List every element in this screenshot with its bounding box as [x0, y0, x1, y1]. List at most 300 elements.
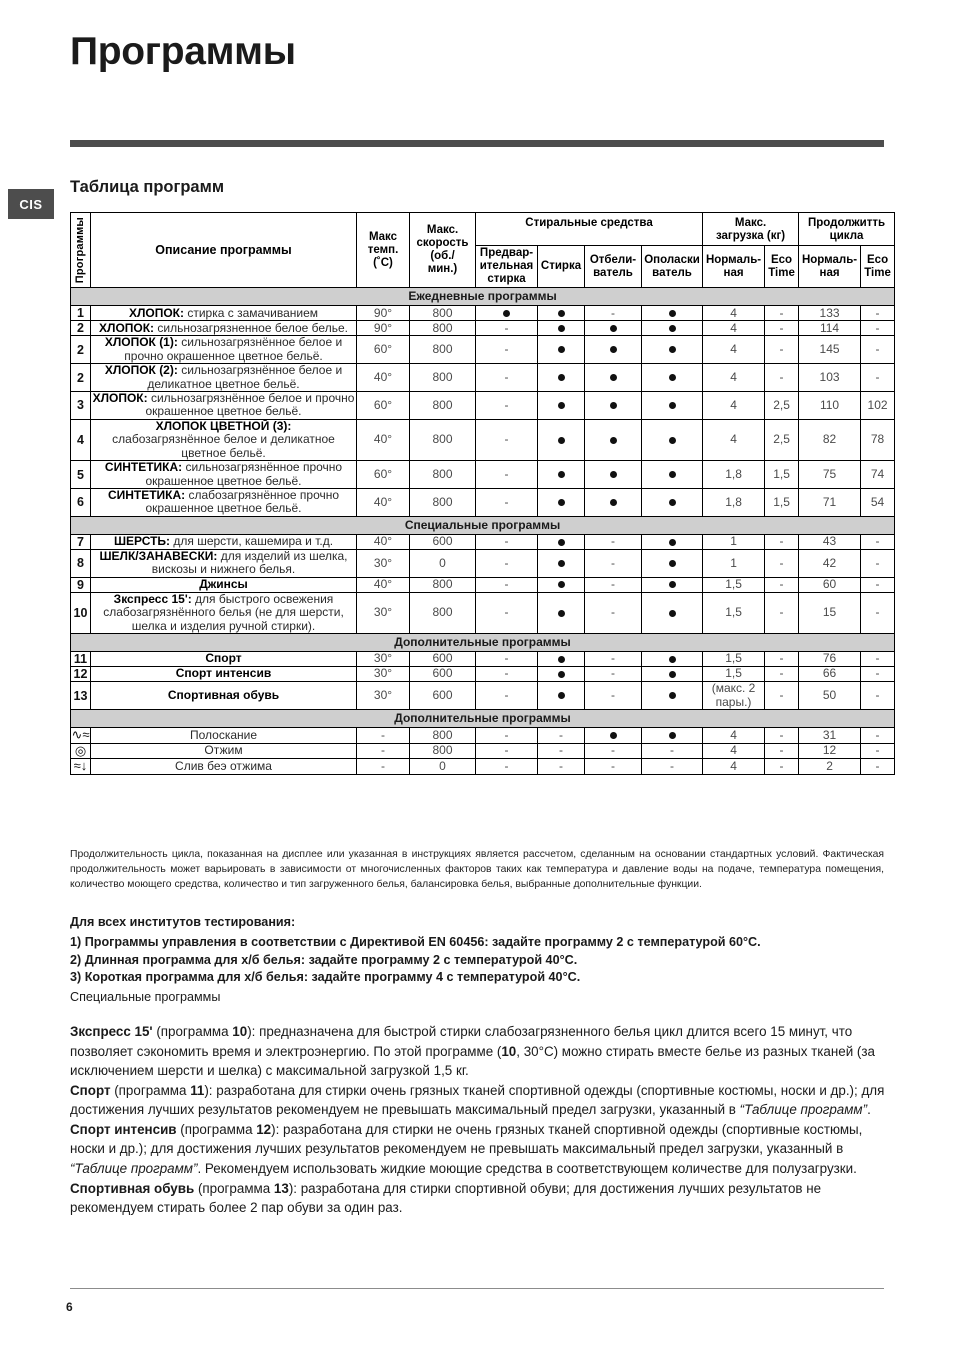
load-eco-value: -: [765, 667, 799, 682]
prose-express15: Зкспресс 15' (программа 10): предназначена для быстрой стирки слабозагрязненного белья цикл длится всего 15 минут, что позволяет сэкономить время и электроэнергию. По этой программе (10, 30°C) можно стирать вместе белье из разных тканей (за исключением шерсти и шелка) с максимальной загрузкой 1,5 кг.: [70, 1024, 875, 1079]
max-speed-value: 800: [410, 306, 476, 321]
load-normal-value: 1,5: [703, 667, 765, 682]
testing-item-2: 2) Длинная программа для х/б белья: задайте программу 2 с температурой 40°C.: [70, 952, 578, 967]
load-normal-value: 4: [703, 743, 765, 759]
program-number: 2: [71, 364, 91, 392]
filled-dot-icon: [503, 306, 510, 320]
bleach-value: [585, 727, 642, 743]
bleach-value: -: [585, 667, 642, 682]
wash-value: [538, 321, 585, 336]
filled-dot-icon: [558, 467, 565, 481]
program-description-cell: [91, 489, 357, 517]
program-description: сильнозагрязнённое прочно окрашенное цветное бельё.: [145, 460, 343, 488]
duration-eco-value: -: [861, 682, 895, 710]
filled-dot-icon: [669, 534, 676, 548]
program-number: 10: [71, 592, 91, 633]
program-number: 2: [71, 321, 91, 336]
prewash-value: -: [476, 534, 538, 549]
language-tab: CIS: [8, 189, 54, 219]
wash-value: -: [538, 743, 585, 759]
max-speed-value: 800: [410, 336, 476, 364]
testing-item-3: 3) Короткая программа для х/б белья: задайте программу 4 с температурой 40°C.: [70, 970, 581, 985]
softener-value: [642, 652, 703, 667]
softener-value: [642, 489, 703, 517]
filled-dot-icon: [669, 342, 676, 356]
max-speed-value: 800: [410, 489, 476, 517]
max-speed-value: 600: [410, 534, 476, 549]
max-temp-value: 30°: [357, 652, 410, 667]
duration-normal-value: 103: [799, 364, 861, 392]
program-description: сильнозагрязненное белое белье.: [154, 320, 348, 335]
max-speed-value: 800: [410, 419, 476, 460]
prewash-value: -: [476, 321, 538, 336]
page-number: 6: [66, 1300, 73, 1314]
load-normal-value: 4: [703, 306, 765, 321]
load-normal-value: 1,8: [703, 461, 765, 489]
filled-dot-icon: [558, 651, 565, 665]
bleach-value: -: [585, 534, 642, 549]
filled-dot-icon: [610, 432, 617, 446]
filled-dot-icon: [558, 321, 565, 335]
program-description: стирка с замачиванием: [184, 305, 319, 320]
filled-dot-icon: [558, 342, 565, 356]
load-normal-value: 4: [703, 759, 765, 775]
program-name: ХЛОПОК (1):: [104, 335, 178, 350]
duration-normal-value: 114: [799, 321, 861, 336]
duration-normal-value: 133: [799, 306, 861, 321]
filled-dot-icon: [669, 321, 676, 335]
softener-value: [642, 364, 703, 392]
program-description-cell: [91, 321, 357, 336]
max-speed-value: 600: [410, 652, 476, 667]
program-name: ХЛОПОК:: [92, 390, 148, 405]
program-number: 11: [71, 652, 91, 667]
program-name: Слив беэ отжима: [175, 758, 272, 773]
band-label: Дополнительные программы: [71, 709, 895, 727]
bleach-value: [585, 489, 642, 517]
program-number: 4: [71, 419, 91, 460]
softener-value: [642, 592, 703, 633]
program-description-cell: [91, 391, 357, 419]
max-speed-value: 800: [410, 577, 476, 592]
wash-value: [538, 652, 585, 667]
band-label: Специальные программы: [71, 516, 895, 534]
max-temp-value: 30°: [357, 682, 410, 710]
table-band-additional1: [71, 634, 895, 652]
filled-dot-icon: [610, 370, 617, 384]
header-max-load-group: Макс. загрузка (кг): [703, 213, 799, 246]
filled-dot-icon: [558, 666, 565, 680]
duration-eco-value: -: [861, 652, 895, 667]
table-row: [71, 759, 895, 775]
filled-dot-icon: [558, 432, 565, 446]
program-number: 5: [71, 461, 91, 489]
wash-value: [538, 549, 585, 577]
softener-value: [642, 419, 703, 460]
program-description: сильнозагрязнённое белое и деликатное цветное бельё.: [147, 363, 343, 391]
softener-value: [642, 336, 703, 364]
program-name: СИНТЕТИКА:: [107, 488, 186, 503]
load-eco-value: 1,5: [765, 489, 799, 517]
softener-value: [642, 461, 703, 489]
max-temp-value: 60°: [357, 391, 410, 419]
duration-eco-value: 102: [861, 391, 895, 419]
max-temp-value: 60°: [357, 461, 410, 489]
softener-value: [642, 577, 703, 592]
program-description-cell: [91, 549, 357, 577]
program-description: сильнозагрязнённое белое и прочно окрашенное цветное бельё.: [145, 390, 355, 419]
filled-dot-icon: [669, 666, 676, 680]
program-description: слабозагрязнённое белое и деликатное цветное бельё.: [112, 432, 335, 460]
prewash-value: -: [476, 592, 538, 633]
load-eco-value: 2,5: [765, 391, 799, 419]
load-normal-value: (макс. 2 пары.): [703, 682, 765, 710]
programs-table: [70, 212, 895, 775]
wash-value: [538, 489, 585, 517]
duration-normal-value: 76: [799, 652, 861, 667]
filled-dot-icon: [669, 688, 676, 702]
prewash-value: -: [476, 577, 538, 592]
table-band-special: [71, 516, 895, 534]
prewash-value: -: [476, 759, 538, 775]
filled-dot-icon: [669, 577, 676, 591]
program-description: для шерсти, кашемира и т.д.: [170, 534, 334, 549]
table-band-additional2: [71, 709, 895, 727]
header-softener: Ополаски ватель: [642, 245, 703, 287]
program-name: ХЛОПОК ЦВЕТНОЙ (3):: [155, 418, 292, 433]
bleach-value: -: [585, 577, 642, 592]
load-eco-value: -: [765, 727, 799, 743]
filled-dot-icon: [558, 688, 565, 702]
table-row: [71, 667, 895, 682]
rinse-icon: ∿≈: [71, 726, 90, 742]
max-temp-value: 90°: [357, 306, 410, 321]
wash-value: [538, 592, 585, 633]
bleach-value: -: [585, 743, 642, 759]
program-description-cell: [91, 306, 357, 321]
header-bleach: Отбели- ватель: [585, 245, 642, 287]
load-eco-value: -: [765, 577, 799, 592]
load-normal-value: 1,5: [703, 592, 765, 633]
load-normal-value: 1,5: [703, 577, 765, 592]
testing-heading: Для всех институтов тестирования:: [70, 915, 296, 929]
load-eco-value: -: [765, 743, 799, 759]
duration-normal-value: 50: [799, 682, 861, 710]
program-name: СИНТЕТИКА:: [104, 460, 183, 475]
bleach-value: -: [585, 549, 642, 577]
filled-dot-icon: [610, 728, 617, 742]
load-eco-value: -: [765, 364, 799, 392]
max-temp-value: 30°: [357, 592, 410, 633]
header-description: Описание программы: [91, 213, 357, 288]
filled-dot-icon: [558, 556, 565, 570]
page-title: Программы: [70, 30, 296, 73]
program-number: 3: [71, 391, 91, 419]
table-row: [71, 652, 895, 667]
max-temp-value: 40°: [357, 419, 410, 460]
table-row: [71, 461, 895, 489]
load-normal-value: 4: [703, 321, 765, 336]
prose-sport-intensive: Спорт интенсив (программа 12): разработана для стирки не очень грязных тканей спортивной одежды (спортивные костюмы, носки и др.); для достижения лучших результатов рекомендуем не превышать максимальный предел загрузки, указанный в “Таблице программ”. Рекомендуем использовать жидкие моющие средства в соответствующем количестве для полузагрузки.: [70, 1121, 863, 1176]
title-divider: [70, 140, 884, 147]
wash-value: [538, 419, 585, 460]
table-row: [71, 592, 895, 633]
duration-eco-value: -: [861, 549, 895, 577]
prewash-value: -: [476, 549, 538, 577]
filled-dot-icon: [669, 728, 676, 742]
prose-sport-shoes: Спортивная обувь (программа 13): разработана для стирки спортивной обуви; для достижения лучших результатов не рекомендуем стирать более 2 пар обуви за один раз.: [70, 1180, 822, 1216]
header-load-eco: Eco Time: [765, 245, 799, 287]
filled-dot-icon: [669, 651, 676, 665]
prose-sport: Спорт (программа 11): разработана для стирки очень грязных тканей спортивной одежды (спортивные костюмы, носки и др.); для достижения лучших результатов рекомендуем не превышать максимальный предел загрузки, указанный в “Таблице программ”.: [70, 1082, 885, 1118]
filled-dot-icon: [558, 534, 565, 548]
load-normal-value: 1: [703, 549, 765, 577]
softener-value: [642, 306, 703, 321]
table-row: [71, 391, 895, 419]
softener-value: -: [642, 743, 703, 759]
bleach-value: [585, 391, 642, 419]
wash-value: [538, 534, 585, 549]
load-normal-value: 1: [703, 534, 765, 549]
softener-value: [642, 534, 703, 549]
program-number: 8: [71, 549, 91, 577]
duration-eco-value: -: [861, 743, 895, 759]
wash-value: -: [538, 727, 585, 743]
program-name: ХЛОПОК:: [128, 305, 184, 320]
filled-dot-icon: [610, 495, 617, 509]
program-description-cell: [91, 743, 357, 759]
max-speed-value: 800: [410, 461, 476, 489]
max-temp-value: -: [357, 759, 410, 775]
duration-normal-value: 82: [799, 419, 861, 460]
softener-value: -: [642, 759, 703, 775]
program-name: Спорт интенсив: [175, 666, 272, 681]
max-speed-value: 600: [410, 667, 476, 682]
max-speed-value: 0: [410, 549, 476, 577]
filled-dot-icon: [669, 306, 676, 320]
program-description-cell: [91, 534, 357, 549]
wash-value: [538, 306, 585, 321]
max-temp-value: 30°: [357, 667, 410, 682]
filled-dot-icon: [610, 467, 617, 481]
load-eco-value: -: [765, 321, 799, 336]
program-description-cell: [91, 759, 357, 775]
footer-divider: [70, 1288, 884, 1289]
wash-value: [538, 682, 585, 710]
filled-dot-icon: [669, 370, 676, 384]
header-load-normal: Нормаль- ная: [703, 245, 765, 287]
band-label: Дополнительные программы: [71, 634, 895, 652]
header-duration-group: Продолжитть цикла: [799, 213, 895, 246]
program-description: для изделий из шелка, вискозы и нижнего белья.: [151, 548, 348, 577]
max-temp-value: 40°: [357, 577, 410, 592]
max-temp-value: -: [357, 727, 410, 743]
max-temp-value: 30°: [357, 549, 410, 577]
duration-eco-value: 54: [861, 489, 895, 517]
max-temp-value: 90°: [357, 321, 410, 336]
filled-dot-icon: [558, 605, 565, 619]
program-description-cell: [91, 652, 357, 667]
duration-normal-value: 60: [799, 577, 861, 592]
max-speed-value: 800: [410, 321, 476, 336]
prewash-value: -: [476, 682, 538, 710]
softener-value: [642, 727, 703, 743]
table-row: [71, 682, 895, 710]
program-name: Отжим: [204, 743, 243, 758]
wash-value: [538, 336, 585, 364]
bleach-value: -: [585, 682, 642, 710]
table-row: [71, 321, 895, 336]
bleach-value: -: [585, 652, 642, 667]
load-normal-value: 1,8: [703, 489, 765, 517]
load-eco-value: 1,5: [765, 461, 799, 489]
load-eco-value: -: [765, 336, 799, 364]
program-description-cell: [91, 461, 357, 489]
duration-eco-value: -: [861, 592, 895, 633]
filled-dot-icon: [669, 556, 676, 570]
program-name: Полоскание: [189, 727, 258, 742]
table-row: [71, 336, 895, 364]
table-row: [71, 727, 895, 743]
load-eco-value: -: [765, 306, 799, 321]
program-description-cell: [91, 419, 357, 460]
wash-value: [538, 667, 585, 682]
program-number: 6: [71, 489, 91, 517]
program-number: 9: [71, 577, 91, 592]
program-number: 7: [71, 534, 91, 549]
program-number: 1: [71, 306, 91, 321]
program-name: ХЛОПОК (2):: [104, 363, 178, 378]
fineprint-note: Продолжительность цикла, показанная на дисплее или указанная в инструкциях является рассчетом, сделанным на основании стандартных условий. Фактическая продолжительность может варьировать в зависимости от многочисленных факторов таких как температура и давление воды на подаче, температура помещения, количество моющего средства, количество и тип загруженного белья, балансировка белья, выбранные дополнительные функции.: [70, 849, 884, 890]
max-temp-value: 60°: [357, 336, 410, 364]
bleach-value: [585, 321, 642, 336]
testing-item-1: 1) Программы управления в соответствии с Директивой EN 60456: задайте программу 2 с температурой 60°C.: [70, 935, 761, 949]
max-temp-value: 40°: [357, 489, 410, 517]
program-description: для быстрого освежения слабозагрязнённого белья (не для шерсти, шелка и изделия ручной стирки).: [103, 591, 344, 633]
prewash-value: -: [476, 419, 538, 460]
duration-eco-value: -: [861, 534, 895, 549]
duration-eco-value: -: [861, 759, 895, 775]
program-number: 12: [71, 667, 91, 682]
program-name: ХЛОПОК:: [99, 320, 155, 335]
bleach-value: [585, 461, 642, 489]
program-name: ШЕЛК/ЗАНАВЕСКИ:: [99, 548, 218, 563]
softener-value: [642, 549, 703, 577]
max-temp-value: -: [357, 743, 410, 759]
duration-normal-value: 42: [799, 549, 861, 577]
load-eco-value: -: [765, 652, 799, 667]
load-eco-value: 2,5: [765, 419, 799, 460]
program-description-cell: [91, 336, 357, 364]
duration-eco-value: -: [861, 306, 895, 321]
duration-eco-value: 74: [861, 461, 895, 489]
load-normal-value: 4: [703, 364, 765, 392]
wash-value: [538, 577, 585, 592]
drain-icon: ≈↓: [71, 759, 91, 775]
header-duration-eco: Eco Time: [861, 245, 895, 287]
special-programs-heading: Специальные программы: [70, 990, 221, 1004]
bleach-value: [585, 419, 642, 460]
table-row: [71, 534, 895, 549]
program-number: 2: [71, 336, 91, 364]
duration-normal-value: 75: [799, 461, 861, 489]
duration-normal-value: 145: [799, 336, 861, 364]
prewash-value: -: [476, 336, 538, 364]
max-speed-value: 800: [410, 364, 476, 392]
program-name: Зкспресс 15':: [113, 591, 192, 606]
table-row: [71, 364, 895, 392]
filled-dot-icon: [558, 370, 565, 384]
special-programs-prose: [70, 1022, 888, 1218]
wash-value: [538, 364, 585, 392]
program-name: Спорт: [205, 651, 242, 666]
wash-value: -: [538, 759, 585, 775]
filled-dot-icon: [669, 467, 676, 481]
table-band-daily: [71, 288, 895, 306]
load-eco-value: -: [765, 534, 799, 549]
filled-dot-icon: [610, 342, 617, 356]
max-speed-value: 800: [410, 592, 476, 633]
duration-normal-value: 110: [799, 391, 861, 419]
testing-list: [70, 934, 884, 987]
header-duration-normal: Нормаль- ная: [799, 245, 861, 287]
header-row-group: [71, 213, 895, 246]
program-description-cell: [91, 364, 357, 392]
filled-dot-icon: [558, 398, 565, 412]
table-row: [71, 577, 895, 592]
header-detergents-group: Стиральные средства: [476, 213, 703, 246]
program-name: ШЕРСТЬ:: [113, 534, 171, 549]
duration-eco-value: -: [861, 364, 895, 392]
softener-value: [642, 667, 703, 682]
program-description: слабозагрязнённое прочно окрашенное цветное бельё.: [145, 488, 340, 516]
program-name: Джинсы: [199, 577, 248, 592]
prewash-value: -: [476, 489, 538, 517]
program-description-cell: [91, 592, 357, 633]
load-normal-value: 4: [703, 391, 765, 419]
prewash-value: -: [476, 461, 538, 489]
duration-eco-value: -: [861, 577, 895, 592]
header-max-speed: Макс. скорость (об./ мин.): [410, 213, 476, 288]
header-programs-rotated: Программы: [71, 213, 91, 288]
table-row: [71, 549, 895, 577]
prewash-value: -: [476, 667, 538, 682]
load-normal-value: 4: [703, 336, 765, 364]
table-row: [71, 743, 895, 759]
filled-dot-icon: [558, 577, 565, 591]
prewash-value: [476, 306, 538, 321]
max-speed-value: 800: [410, 727, 476, 743]
program-description-cell: [91, 577, 357, 592]
max-speed-value: 0: [410, 759, 476, 775]
spin-icon: ◎: [71, 743, 91, 759]
filled-dot-icon: [669, 495, 676, 509]
softener-value: [642, 321, 703, 336]
bleach-value: -: [585, 759, 642, 775]
duration-normal-value: 12: [799, 743, 861, 759]
duration-eco-value: -: [861, 667, 895, 682]
load-eco-value: -: [765, 592, 799, 633]
prewash-value: -: [476, 364, 538, 392]
section-title: Таблица программ: [70, 178, 225, 196]
duration-normal-value: 2: [799, 759, 861, 775]
program-description: сильнозагрязнённое белое и прочно окрашенное цветное бельё.: [124, 335, 343, 363]
table-row: [71, 489, 895, 517]
bleach-value: [585, 364, 642, 392]
max-temp-value: 40°: [357, 364, 410, 392]
program-description-cell: [91, 667, 357, 682]
load-eco-value: -: [765, 759, 799, 775]
